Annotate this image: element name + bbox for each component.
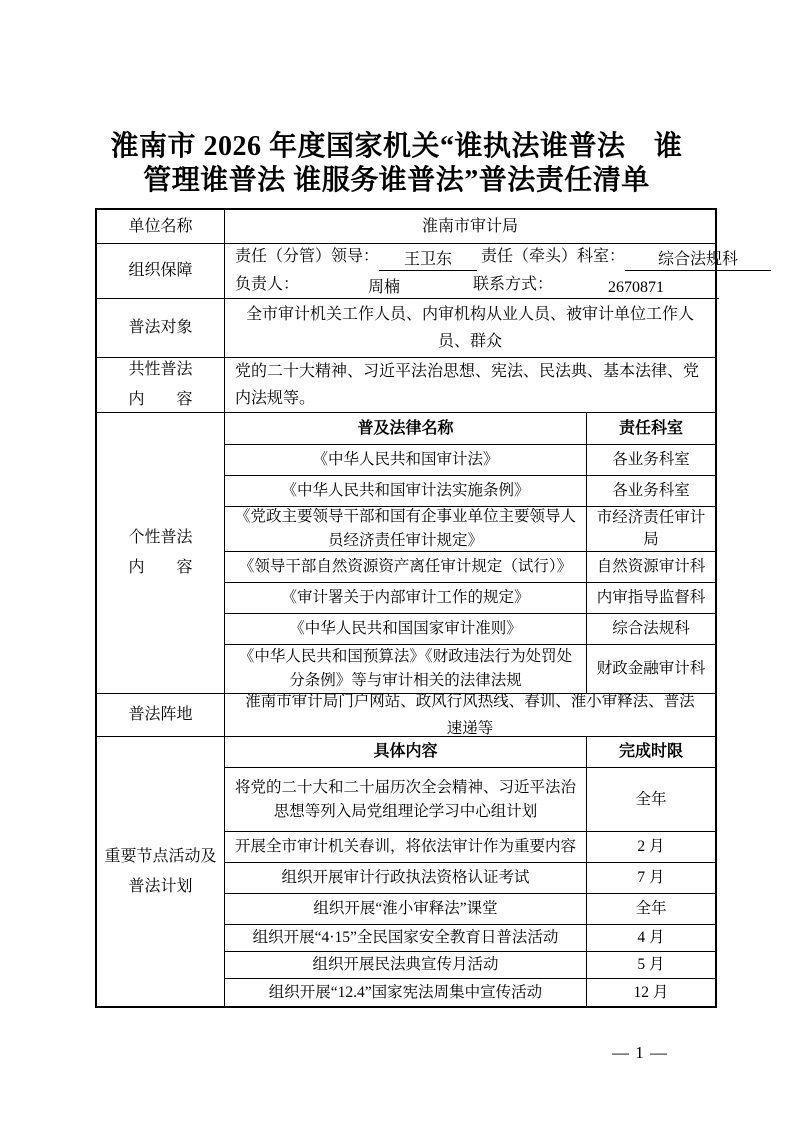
positions-value: 淮南市审计局门户网站、政风行风热线、春训、淮小审释法、普法速递等 — [245, 693, 695, 737]
person-field-value: 周楠 — [299, 278, 469, 299]
page-title — [50, 130, 743, 198]
common-content-value: 党的二十大精神、习近平法治思想、宪法、民法典、基本法律、党内法规等。 — [235, 363, 700, 407]
activities-label: 重要节点活动及 普法计划 — [97, 737, 225, 1006]
row-positions — [97, 693, 715, 736]
org-guarantee-value — [225, 244, 781, 298]
leader-field-label: 责任（分管）领导： — [235, 248, 380, 265]
individual-content-label: 个性普法 内 容 — [97, 413, 225, 693]
law-row: 《中华人民共和国审计法实施条例》 各业务科室 — [225, 475, 715, 506]
activity-deadline-header: 完成时限 — [618, 743, 683, 760]
row-individual-content — [97, 412, 715, 693]
activity-table-header — [225, 737, 715, 767]
contact-field-label: 联系方式： — [473, 276, 554, 293]
activity-row: 将党的二十大和二十届历次全会精神、习近平法治思想等列入局党组理论学习中心组计划 全年 — [225, 767, 715, 831]
page-title-line1: 淮南市 2026 年度国家机关“谁执法谁普法 谁 — [110, 131, 683, 162]
audience-label: 普法对象 — [97, 299, 225, 357]
org-guarantee-label: 组织保障 — [97, 244, 225, 298]
org-line-2 — [235, 271, 771, 299]
responsibility-table — [95, 208, 739, 1008]
org-line-1 — [235, 243, 771, 271]
dept-field-value: 综合法规科 — [625, 250, 771, 271]
activity-row: 组织开展审计行政执法资格认证考试 7 月 — [225, 862, 715, 893]
law-row: 《中华人民共和国国家审计准则》 综合法规科 — [225, 613, 715, 644]
activity-content-header: 具体内容 — [225, 737, 587, 767]
row-org-guarantee — [97, 243, 739, 298]
activity-row: 组织开展“12.4”国家宪法周集中宣传活动 12 月 — [225, 978, 715, 1006]
law-table-header — [225, 413, 715, 444]
positions-label: 普法阵地 — [97, 694, 225, 736]
page-title-line2: 管理谁普法 谁服务谁普法”普法责任清单 — [143, 165, 650, 196]
row-common-content — [97, 357, 715, 412]
law-row: 《中华人民共和国预算法》《财政违法行为处罚处分条例》等与审计相关的法律法规 财政金融审计科 — [225, 644, 715, 693]
law-name-header: 普及法律名称 — [225, 413, 587, 444]
unit-name-label: 单位名称 — [97, 210, 225, 243]
unit-name-value: 淮南市审计局 — [421, 218, 518, 235]
row-unit-name — [97, 210, 715, 243]
law-dept-header: 责任科室 — [618, 419, 683, 437]
law-row: 《审计署关于内部审计工作的规定》 内审指导监督科 — [225, 582, 715, 613]
row-audience — [97, 298, 715, 357]
contact-field-value: 2670871 — [553, 278, 719, 299]
law-table — [225, 413, 715, 693]
common-content-label: 共性普法 内 容 — [97, 358, 225, 412]
activity-table — [225, 737, 715, 1006]
activity-row: 开展全市审计机关春训，将依法审计作为重要内容 2 月 — [225, 831, 715, 862]
law-row: 《中华人民共和国审计法》 各业务科室 — [225, 444, 715, 475]
audience-value: 全市审计机关工作人员、内审机构从业人员、被审计单位工作人员、群众 — [245, 306, 694, 350]
activity-row: 组织开展“4·15”全民国家安全教育日普法活动 4 月 — [225, 924, 715, 951]
row-activities — [97, 736, 715, 1006]
law-row: 《领导干部自然资源资产离任审计规定（试行）》 自然资源审计科 — [225, 551, 715, 582]
leader-field-value: 王卫东 — [379, 250, 477, 271]
person-field-label: 负责人： — [235, 276, 300, 293]
activity-row: 组织开展“淮小审释法”课堂 全年 — [225, 893, 715, 924]
dept-field-label: 责任（牵头）科室： — [481, 248, 626, 265]
activity-row: 组织开展民法典宣传月活动 5 月 — [225, 951, 715, 978]
page-number: — 1 — — [612, 1043, 668, 1062]
law-row: 《党政主要领导干部和国有企事业单位主要领导人员经济责任审计规定》 市经济责任审计局 — [225, 506, 715, 551]
